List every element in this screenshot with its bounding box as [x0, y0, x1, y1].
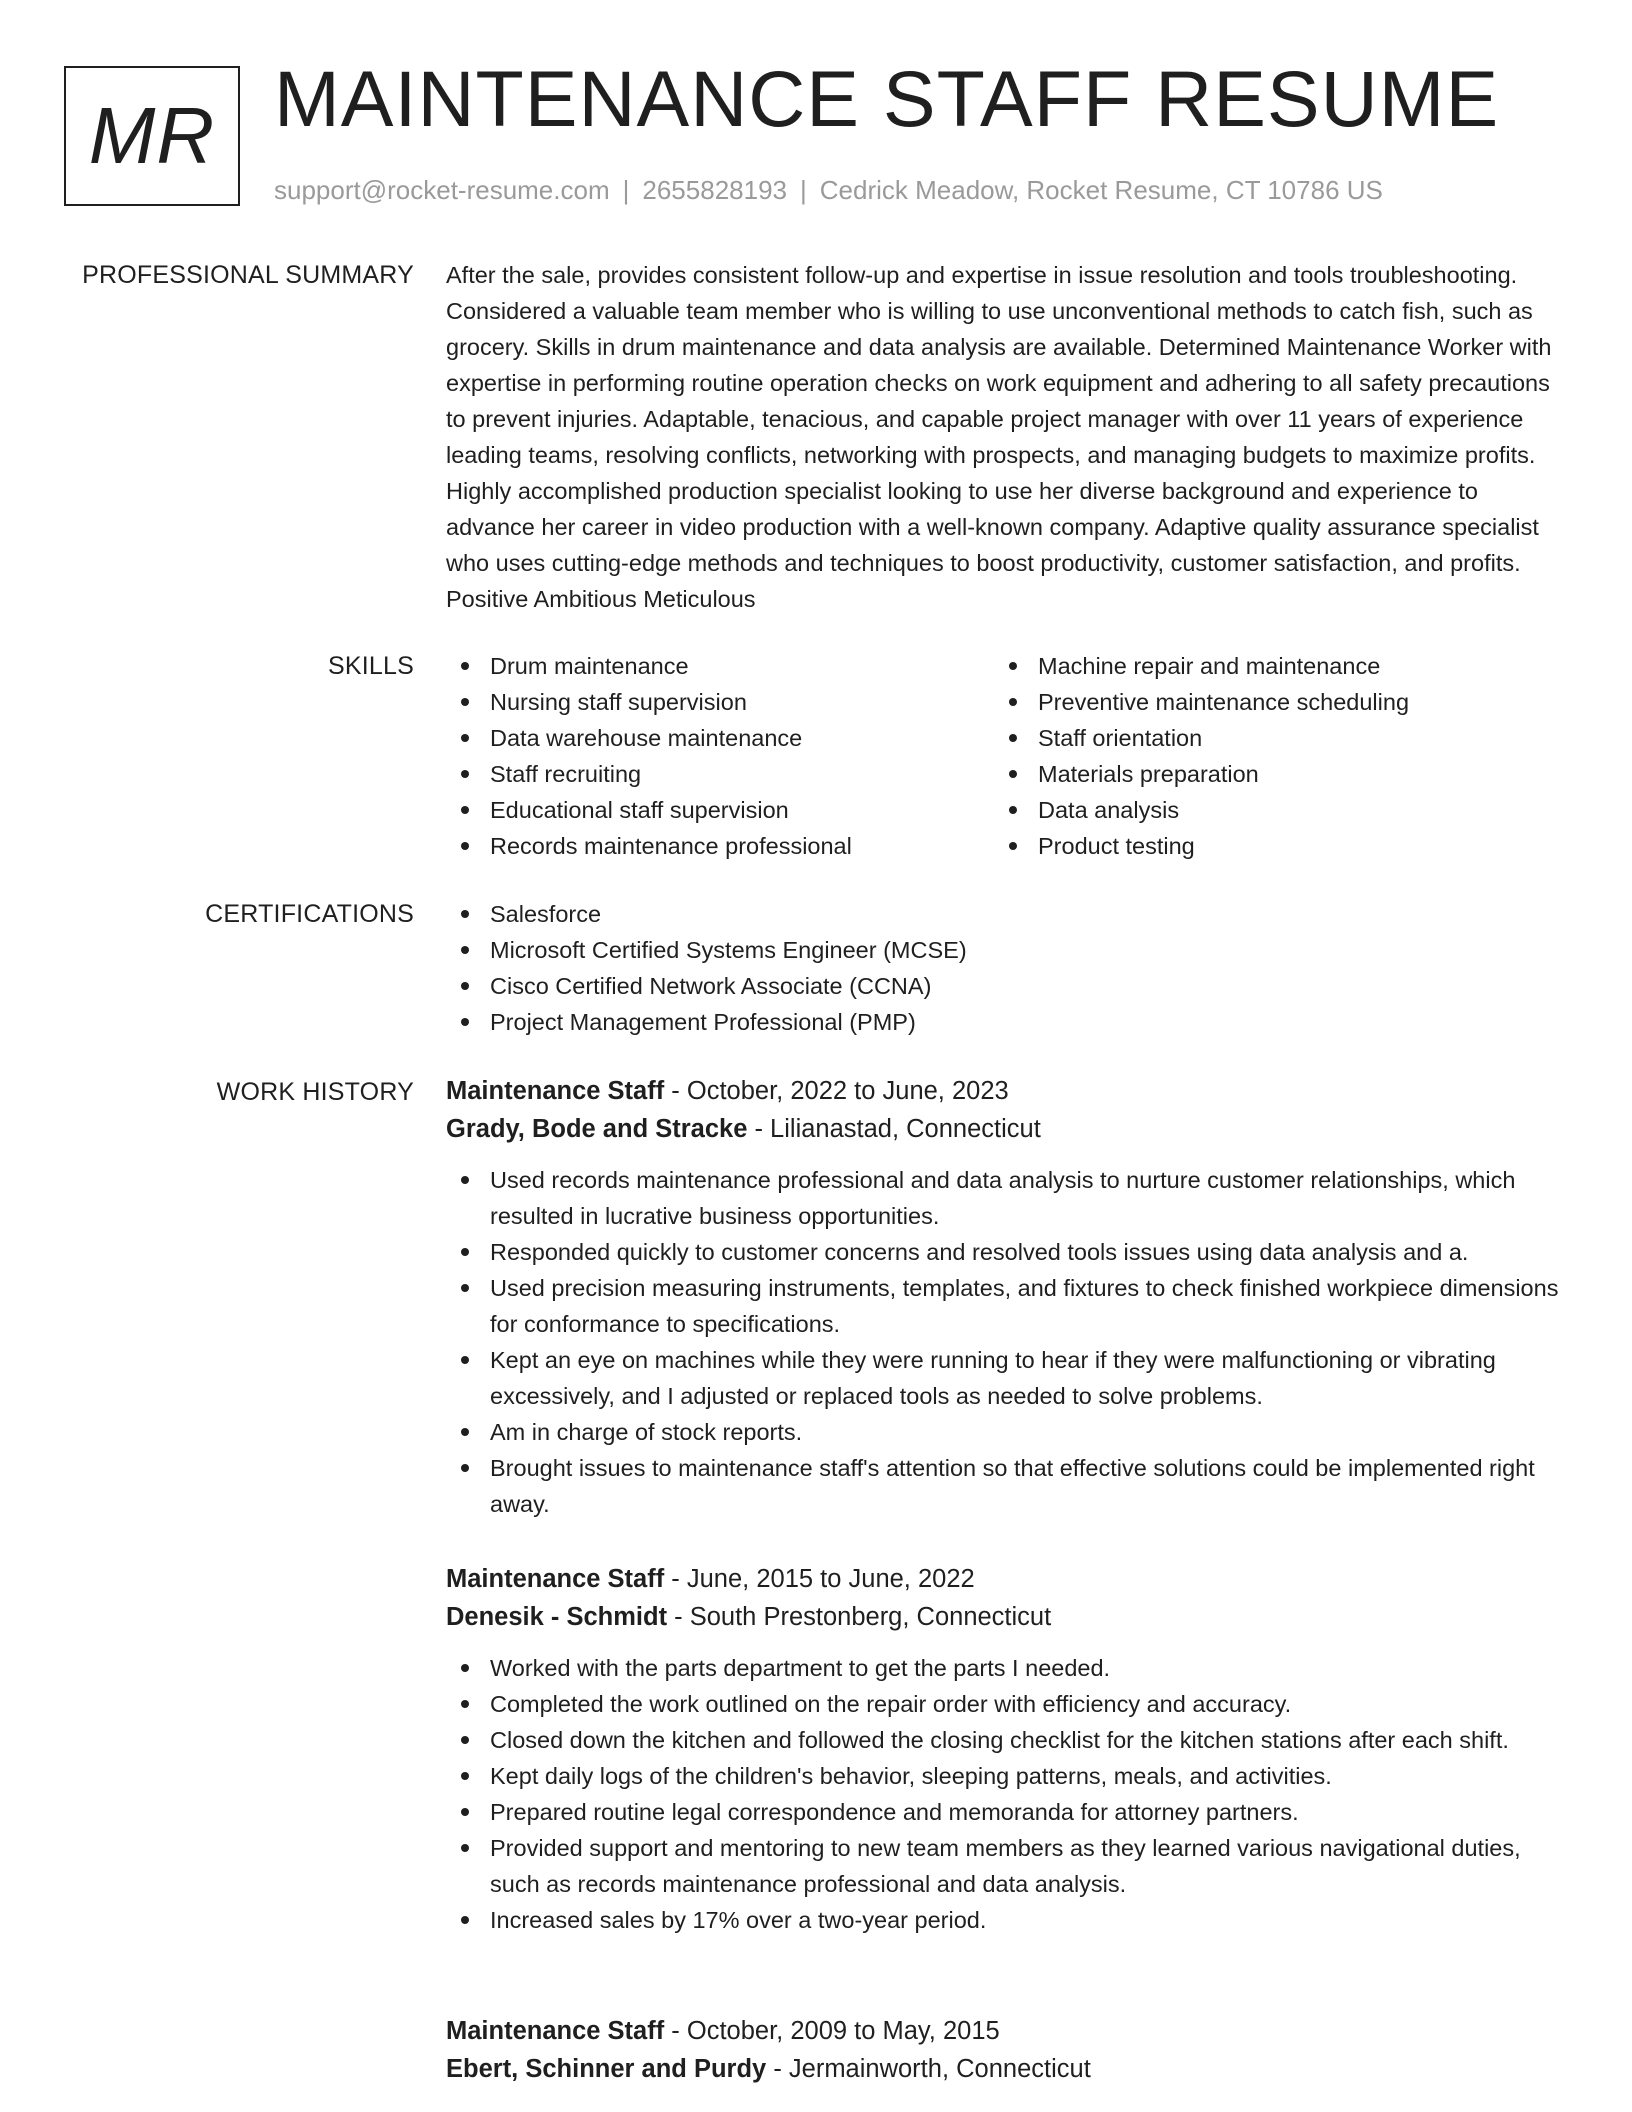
monogram-initials: MR — [88, 91, 216, 180]
summary-text: After the sale, provides consistent follow-up and expertise in issue resolution and tools troubleshooting. Considered a valuable team member who is willing to use unconventional methods to catch fish, such as grocery. Skills in drum maintenance and data analysis are available. Determined Maintenance Worker with expertise in performing routine operation checks on work equipment and adhering to all safety precautions to prevent injuries. Adaptable, tenacious, and capable project manager with over 11 years of experience leading teams, resolving conflicts, networking with prospects, and managing budgets to maximize profits. Highly accomplished production specialist looking to use her diverse background and experience to advance her career in video production with a well-known company. Adaptive quality assurance specialist who uses cutting-edge methods and techniques to boost productivity, customer satisfaction, and profits. Positive Ambitious Meticulous — [446, 262, 1552, 612]
certification-item: Salesforce — [446, 896, 1566, 932]
job-duty: Kept daily logs of the children's behavior, sleeping patterns, meals, and activities. — [446, 1758, 1566, 1794]
job-duty: Kept an eye on machines while they were running to hear if they were malfunctioning or vibrating excessively, and I adjusted or replaced tools as needed to solve problems. — [446, 1342, 1566, 1414]
job-location: - Lilianastad, Connecticut — [747, 1115, 1041, 1143]
skill-item: Educational staff supervision — [446, 792, 994, 828]
skill-item: Records maintenance professional — [446, 828, 994, 864]
contact-phone: 2655828193 — [642, 175, 787, 205]
job-dates: - June, 2015 to June, 2022 — [664, 1565, 975, 1593]
job-duty: Completed the work outlined on the repair order with efficiency and accuracy. — [446, 1686, 1566, 1722]
job-duty: Am in charge of stock reports. — [446, 1414, 1566, 1450]
job-title-line — [446, 1072, 1566, 1110]
job-dates: - October, 2022 to June, 2023 — [664, 1077, 1009, 1105]
skills-section — [446, 648, 1566, 864]
job-entry — [446, 1072, 1566, 1522]
job-entry — [446, 1560, 1566, 1938]
job-company: Ebert, Schinner and Purdy — [446, 2055, 767, 2083]
contact-address: Cedrick Meadow, Rocket Resume, CT 10786 US — [819, 175, 1383, 205]
job-duty: Closed down the kitchen and followed the closing checklist for the kitchen stations after each shift. — [446, 1722, 1566, 1758]
job-entry — [446, 2012, 1566, 2088]
contact-separator: | — [622, 175, 630, 205]
job-company: Denesik - Schmidt — [446, 1603, 668, 1631]
skill-item: Nursing staff supervision — [446, 684, 994, 720]
skill-item: Data analysis — [994, 792, 1542, 828]
job-title: Maintenance Staff — [446, 2017, 665, 2045]
job-company: Grady, Bode and Stracke — [446, 1115, 748, 1143]
skill-item: Data warehouse maintenance — [446, 720, 994, 756]
skills-list-left — [446, 648, 994, 864]
job-duties-list — [446, 1162, 1566, 1522]
work-history-heading: WORK HISTORY — [216, 1078, 414, 1106]
job-duty: Provided support and mentoring to new team members as they learned various navigational duties, such as records maintenance professional and data analysis. — [446, 1830, 1566, 1902]
certifications-list — [446, 896, 1566, 1040]
job-title: Maintenance Staff — [446, 1077, 665, 1105]
skill-item: Drum maintenance — [446, 648, 994, 684]
skills-heading: SKILLS — [328, 652, 414, 680]
skill-item: Product testing — [994, 828, 1542, 864]
job-dates: - October, 2009 to May, 2015 — [664, 2017, 1000, 2045]
job-company-line — [446, 2050, 1566, 2088]
job-title-line — [446, 1560, 1566, 1598]
certifications-section — [446, 896, 1566, 1040]
monogram-box — [64, 66, 240, 206]
summary-heading: PROFESSIONAL SUMMARY — [82, 261, 414, 289]
contact-line — [274, 174, 1383, 208]
skill-item: Machine repair and maintenance — [994, 648, 1542, 684]
job-company-line — [446, 1598, 1566, 1636]
skill-item: Staff orientation — [994, 720, 1542, 756]
certification-item: Cisco Certified Network Associate (CCNA) — [446, 968, 1566, 1004]
job-duty: Responded quickly to customer concerns and resolved tools issues using data analysis and a. — [446, 1234, 1566, 1270]
job-title: Maintenance Staff — [446, 1565, 665, 1593]
job-duty: Used records maintenance professional and data analysis to nurture customer relationships, which resulted in lucrative business opportunities. — [446, 1162, 1566, 1234]
certification-item: Project Management Professional (PMP) — [446, 1004, 1566, 1040]
skill-item: Materials preparation — [994, 756, 1542, 792]
resume-title: MAINTENANCE STAFF RESUME — [274, 54, 1500, 143]
certifications-heading: CERTIFICATIONS — [205, 900, 414, 928]
skill-item: Preventive maintenance scheduling — [994, 684, 1542, 720]
job-location: - South Prestonberg, Connecticut — [667, 1603, 1052, 1631]
job-company-line — [446, 1110, 1566, 1148]
certification-item: Microsoft Certified Systems Engineer (MCSE) — [446, 932, 1566, 968]
job-duty: Prepared routine legal correspondence and memoranda for attorney partners. — [446, 1794, 1566, 1830]
skill-item: Staff recruiting — [446, 756, 994, 792]
job-location: - Jermainworth, Connecticut — [766, 2055, 1091, 2083]
skills-grid — [446, 648, 1566, 864]
skills-list-right — [994, 648, 1542, 864]
job-duty: Increased sales by 17% over a two-year period. — [446, 1902, 1566, 1938]
contact-email: support@rocket-resume.com — [274, 175, 610, 205]
job-duty: Worked with the parts department to get the parts I needed. — [446, 1650, 1566, 1686]
summary-section — [446, 257, 1566, 617]
contact-separator: | — [800, 175, 807, 205]
job-duty: Used precision measuring instruments, templates, and fixtures to check finished workpiece dimensions for conformance to specifications. — [446, 1270, 1566, 1342]
job-title-line — [446, 2012, 1566, 2050]
job-duties-list — [446, 1650, 1566, 1938]
job-duty: Brought issues to maintenance staff's attention so that effective solutions could be implemented right away. — [446, 1450, 1566, 1522]
